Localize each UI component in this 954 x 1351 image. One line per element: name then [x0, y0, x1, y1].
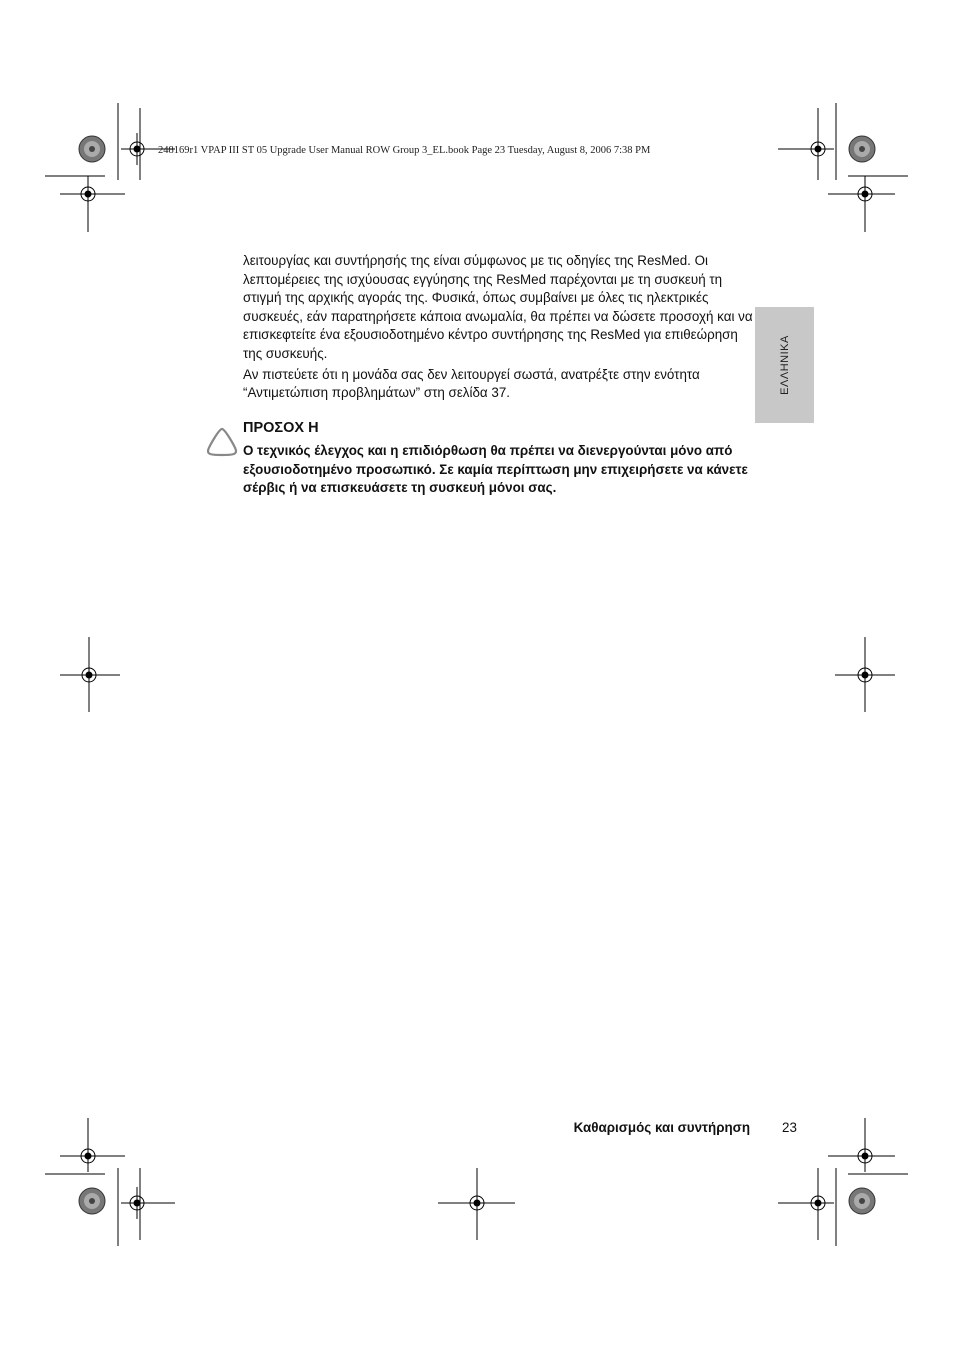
paragraph: λειτουργίας και συντήρησής της είναι σύμφωνος με τις οδηγίες της ResMed. Οι λεπτομέρειες της ισχύουσας εγγύησης της ResMed παρέχονται με τη συσκευή τη στιγμή της αρχικής αγοράς της. Φυσικά, όπως συμβαίνει με όλες τις ηλεκτρικές συσκευές, εάν παρατηρήσετε κάποια ανωμαλία, θα πρέπει να δώσετε προσοχή και να επισκεφτείτε ένα εξουσιοδοτημένο κέντρο συντήρησης της ResMed για επιθεώρηση της συσκευής.: [243, 253, 753, 361]
crop-mark-bottom-right: [778, 1118, 908, 1246]
caution-triangle-icon: [205, 426, 239, 458]
registration-mark-middle: [60, 637, 895, 712]
language-tab-label: ΕΛΛΗΝΙΚΑ: [778, 335, 791, 395]
caution-title: ΠΡΟΣΟΧ Η: [243, 420, 319, 436]
crop-mark-top-right: [778, 103, 908, 232]
crop-mark-top-left: [45, 103, 175, 232]
paragraph: Αν πιστεύετε ότι η μονάδα σας δεν λειτουργεί σωστά, ανατρέξτε στην ενότητα “Αντιμετώπιση προβλημάτων” στη σελίδα 37.: [243, 366, 700, 401]
registration-mark-bottom-center: [438, 1168, 515, 1240]
body-text: [243, 252, 755, 405]
language-tab: [755, 307, 814, 423]
caution-text: Ο τεχνικός έλεγχος και η επιδιόρθωση θα πρέπει να διενεργούνται μόνο από εξουσιοδοτημένο προσωπικό. Σε καμία περίπτωση μην επιχειρήσετε να κάνετε σέρβις ή να επισκευάσετε τη συσκευή μόνοι σας.: [243, 443, 748, 496]
page-number: 23: [782, 1120, 797, 1135]
print-header: 248169r1 VPAP III ST 05 Upgrade User Manual ROW Group 3_EL.book Page 23 Tuesday, August 8, 2006 7:38 PM: [158, 145, 651, 156]
footer-section-title: Καθαρισμός και συντήρηση: [573, 1120, 750, 1135]
crop-mark-bottom-left: [45, 1118, 175, 1246]
